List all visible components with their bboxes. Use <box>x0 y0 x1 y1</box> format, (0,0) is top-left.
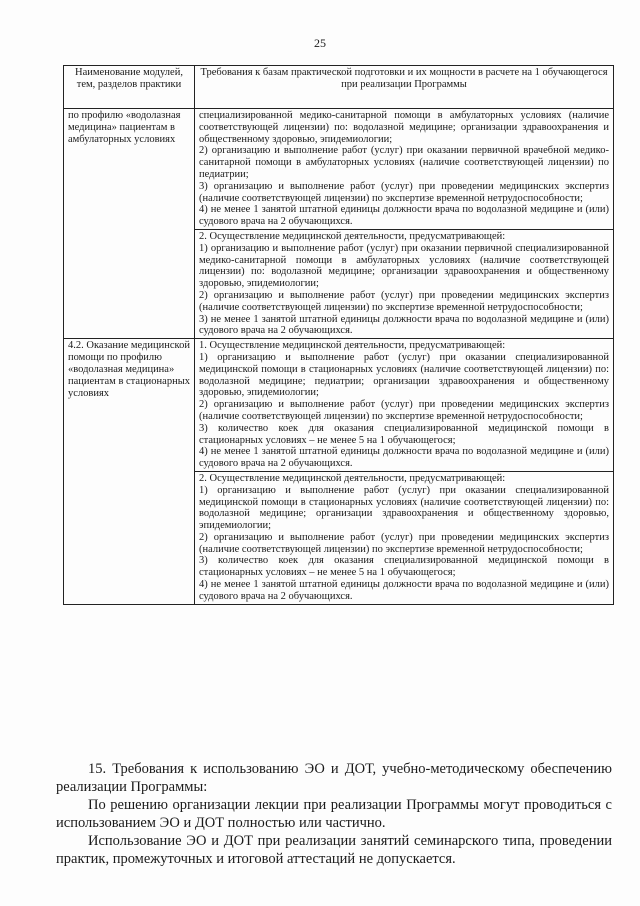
row2-block2-line: 1) организацию и выполнение работ (услуг) при оказании специализированной медицинской помощи в стационарных условиях (наличие соответствующей лицензии) по: водолазной медицине; организации здравоохранения и общественному здоровью, эпидемиологии; <box>199 484 609 532</box>
row2-block2-line: 3) количество коек для оказания специализированной медицинской помощи в стационарных условиях – не менее 5 на 1 обучающегося; <box>199 555 609 579</box>
header-modules: Наименование модулей, тем, разделов практики <box>64 66 195 109</box>
row1-block2-line: 2. Осуществление медицинской деятельности, предусматривающей: <box>199 230 506 242</box>
row2-block1-line: 2) организацию и выполнение работ (услуг) при проведении медицинских экспертиз (наличие соответствующей лицензии) по экспертизе временной нетрудоспособности; <box>199 399 609 422</box>
row2-module-name: 4.2. Оказание медицинской помощи по профилю «водолазная медицина» пациентам в стационарных условиях <box>64 339 195 605</box>
row1-block1-line: специализированной медико-санитарной помощи в амбулаторных условиях (наличие соответствующей лицензии) по: водолазной медицине; организации здравоохранения и общественному здоровью, эпидемиологии; <box>199 110 609 145</box>
page-number: 25 <box>314 36 326 50</box>
row2-block1-line: 4) не менее 1 занятой штатной единицы должности врача по водолазной медицине и (или) судового врача на 2 обучающихся. <box>199 446 609 470</box>
row1-block2-line: 2) организацию и выполнение работ (услуг) при проведении медицинских экспертиз (наличие соответствующей лицензии) по экспертизе временной нетрудоспособности; <box>199 289 609 313</box>
header-requirements: Требования к базам практической подготовки и их мощности в расчете на 1 обучающегося при реализации Программы <box>195 66 614 109</box>
row1-block1-line: 2) организацию и выполнение работ (услуг) при оказании первичной врачебной медико-санитарной помощи в амбулаторных условиях (наличие соответствующей лицензии) по педиатрии; <box>199 145 609 180</box>
table-row <box>64 109 614 230</box>
row2-block1-line: 1) организацию и выполнение работ (услуг) при оказании специализированной медицинской помощи в стационарных условиях (наличие соответствующей лицензии) по: водолазной медицине; педиатрии; организации здравоохранения и общественному здоровью, эпидемиологии; <box>199 351 609 399</box>
paragraph-text: 15. Требования к использованию ЭО и ДОТ, учебно-методическому обеспечению реализации Программы: <box>56 761 612 795</box>
row1-block1-line: 3) организацию и выполнение работ (услуг) при проведении медицинских экспертиз (наличие соответствующей лицензии) по экспертизе временной нетрудоспособности; <box>199 180 609 204</box>
paragraph-lectures <box>56 797 612 832</box>
requirements-table <box>63 65 614 605</box>
paragraph-requirements-eo-dot <box>56 761 612 796</box>
row2-block2-line: 2) организацию и выполнение работ (услуг) при проведении медицинских экспертиз (наличие соответствующей лицензии) по экспертизе временной нетрудоспособности; <box>199 531 609 555</box>
table-header-row <box>64 66 614 109</box>
row2-block1-line: 3) количество коек для оказания специализированной медицинской помощи в стационарных условиях – не менее 5 на 1 обучающегося; <box>199 422 609 446</box>
row1-block2 <box>195 229 614 338</box>
row1-block1 <box>195 109 614 230</box>
table-row <box>64 339 614 472</box>
row1-block2-line: 1) организацию и выполнение работ (услуг) при оказании первичной специализированной медико-санитарной помощи в амбулаторных условиях (наличие соответствующей лицензии) по: водолазной медицине; организации здравоохранения и общественному здоровью, эпидемиологии; <box>199 242 609 290</box>
row1-block1-line: 4) не менее 1 занятой штатной единицы должности врача по водолазной медицине и (или) судового врача на 2 обучающихся. <box>199 204 609 228</box>
row2-block1 <box>195 339 614 472</box>
paragraph-text: По решению организации лекции при реализации Программы могут проводиться с использованием ЭО и ДОТ полностью или частично. <box>56 797 612 831</box>
row2-block1-line: 1. Осуществление медицинской деятельности, предусматривающей: <box>199 340 506 352</box>
row2-block2 <box>195 471 614 604</box>
paragraph-text: Использование ЭО и ДОТ при реализации занятий семинарского типа, проведении практик, промежуточных и итоговой аттестаций не допускается. <box>56 833 612 867</box>
row2-block2-line: 2. Осуществление медицинской деятельности, предусматривающей: <box>199 472 506 484</box>
row1-block2-line: 3) не менее 1 занятой штатной единицы должности врача по водолазной медицине и (или) судового врача на 2 обучающихся. <box>199 313 609 337</box>
row2-block2-line: 4) не менее 1 занятой штатной единицы должности врача по водолазной медицине и (или) судового врача на 2 обучающихся. <box>199 579 609 602</box>
row1-module-name: по профилю «водолазная медицина» пациентам в амбулаторных условиях <box>64 109 195 339</box>
paragraph-restrictions <box>56 833 612 868</box>
